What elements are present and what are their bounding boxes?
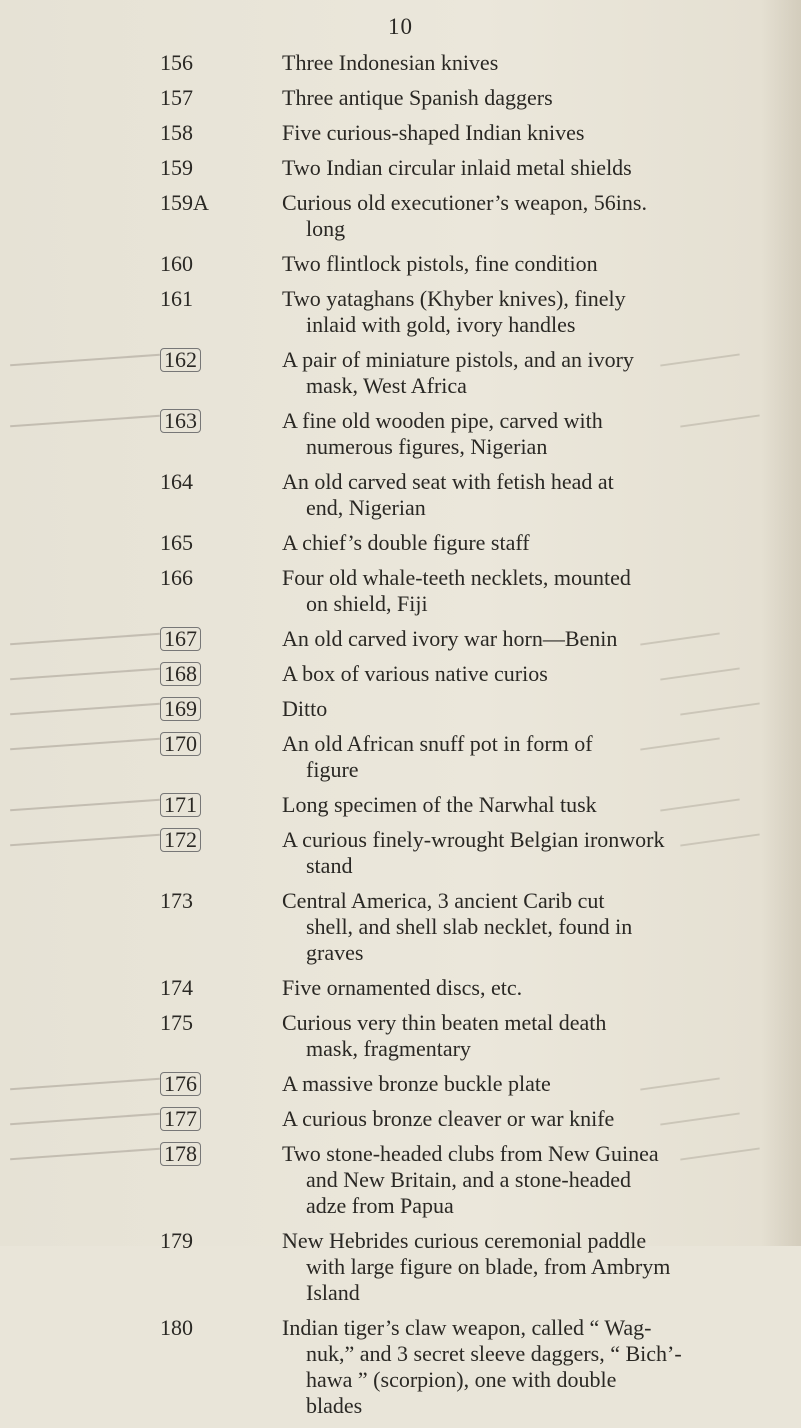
lot-number-text: 164 [160,469,193,494]
lot-description [282,286,752,338]
lot-number-text: 171 [160,793,201,817]
description-line: nuk,” and 3 secret sleeve daggers, “ Bich’- [306,1341,682,1366]
description-line: Indian tiger’s claw weapon, called “ Wag- [282,1315,652,1340]
description-line: Ditto [282,696,328,721]
lot-description [282,731,752,783]
lot-entry [0,731,801,792]
lot-number [160,347,230,373]
description-line: Curious very thin beaten metal death [282,1010,607,1035]
lot-entry [0,530,801,565]
lot-entry [0,1071,801,1106]
pencil-mark [10,668,160,680]
description-line: shell, and shell slab necklet, found in [306,914,633,939]
lot-entry [0,626,801,661]
lot-description [282,347,752,399]
lot-description [282,190,752,242]
lot-number-text: 167 [160,627,201,651]
lot-entry [0,190,801,251]
lot-number-text: 168 [160,662,201,686]
lot-number-text: 161 [160,286,193,311]
description-line: Three antique Spanish daggers [282,85,553,110]
lot-list [0,50,801,1428]
lot-entry [0,120,801,155]
lot-description [282,85,752,111]
lot-number [160,469,230,495]
lot-description [282,1010,752,1062]
pencil-mark [10,799,160,811]
lot-description [282,888,752,966]
lot-description [282,1141,752,1219]
lot-entry [0,469,801,530]
lot-number [160,1228,230,1254]
description-line: with large figure on blade, from Ambrym [306,1254,671,1279]
lot-entry [0,827,801,888]
lot-number-text: 158 [160,120,193,145]
lot-entry [0,1106,801,1141]
lot-description [282,1315,752,1419]
lot-number-text: 166 [160,565,193,590]
description-line: end, Nigerian [306,495,426,520]
description-line: mask, fragmentary [306,1036,471,1061]
lot-entry [0,347,801,408]
lot-entry [0,1010,801,1071]
lot-number [160,888,230,914]
lot-number [160,190,230,216]
lot-description [282,530,752,556]
lot-description [282,827,752,879]
lot-number [160,975,230,1001]
lot-number-text: 156 [160,50,193,75]
lot-description [282,1228,752,1306]
lot-description [282,661,752,687]
description-line: blades [306,1393,363,1418]
description-line: adze from Papua [306,1193,454,1218]
pencil-mark [10,738,160,750]
pencil-mark [10,1148,160,1160]
lot-number [160,1141,230,1167]
lot-description [282,1106,752,1132]
pencil-mark [10,415,160,427]
description-line: Four old whale-teeth necklets, mounted [282,565,631,590]
lot-number-text: 175 [160,1010,193,1035]
lot-number [160,731,230,757]
lot-number [160,155,230,181]
lot-number [160,1010,230,1036]
description-line: Three Indonesian knives [282,50,499,75]
lot-number-text: 174 [160,975,193,1000]
description-line: hawa ” (scorpion), one with double [306,1367,617,1392]
lot-number [160,1071,230,1097]
lot-number [160,530,230,556]
description-line: A chief’s double figure staff [282,530,530,555]
description-line: figure [306,757,359,782]
lot-number-text: 178 [160,1142,201,1166]
lot-number [160,696,230,722]
lot-description [282,626,752,652]
lot-number [160,626,230,652]
description-line: Long specimen of the Narwhal tusk [282,792,597,817]
lot-description [282,1071,752,1097]
pencil-mark [10,834,160,846]
description-line: A box of various native curios [282,661,548,686]
lot-entry [0,792,801,827]
lot-description [282,469,752,521]
lot-entry [0,286,801,347]
description-line: A fine old wooden pipe, carved with [282,408,603,433]
description-line: Curious old executioner’s weapon, 56ins. [282,190,647,215]
lot-number-text: 172 [160,828,201,852]
lot-entry [0,50,801,85]
lot-entry [0,661,801,696]
lot-description [282,975,752,1001]
lot-number-text: 159A [160,190,209,215]
lot-number [160,408,230,434]
lot-number [160,827,230,853]
lot-description [282,696,752,722]
lot-number [160,792,230,818]
description-line: numerous figures, Nigerian [306,434,548,459]
lot-entry [0,1228,801,1315]
lot-number [160,120,230,146]
lot-number-text: 162 [160,348,201,372]
description-line: An old carved ivory war horn—Benin [282,626,618,651]
lot-number [160,1315,230,1341]
page-number: 10 [388,14,413,39]
description-line: Two yataghans (Khyber knives), finely [282,286,626,311]
description-line: graves [306,940,364,965]
description-line: A massive bronze buckle plate [282,1071,551,1096]
lot-number [160,251,230,277]
lot-entry [0,408,801,469]
description-line: New Hebrides curious ceremonial paddle [282,1228,647,1253]
description-line: Two flintlock pistols, fine condition [282,251,598,276]
lot-number-text: 169 [160,697,201,721]
lot-number [160,85,230,111]
description-line: An old African snuff pot in form of [282,731,593,756]
description-line: Two stone-headed clubs from New Guinea [282,1141,659,1166]
lot-number-text: 173 [160,888,193,913]
lot-number [160,1106,230,1132]
lot-number [160,286,230,312]
lot-number-text: 159 [160,155,193,180]
lot-number [160,661,230,687]
description-line: mask, West Africa [306,373,467,398]
lot-description [282,792,752,818]
description-line: A curious finely-wrought Belgian ironwork [282,827,665,852]
pencil-mark [10,633,160,645]
description-line: Two Indian circular inlaid metal shields [282,155,632,180]
lot-number-text: 157 [160,85,193,110]
lot-number-text: 177 [160,1107,201,1131]
description-line: on shield, Fiji [306,591,428,616]
lot-entry [0,975,801,1010]
description-line: Five ornamented discs, etc. [282,975,523,1000]
lot-number [160,565,230,591]
lot-entry [0,155,801,190]
lot-description [282,408,752,460]
lot-number-text: 179 [160,1228,193,1253]
lot-description [282,251,752,277]
lot-entry [0,1141,801,1228]
pencil-mark [10,1113,160,1125]
description-line: and New Britain, and a stone-headed [306,1167,631,1192]
lot-description [282,565,752,617]
description-line: A pair of miniature pistols, and an ivory [282,347,634,372]
description-line: stand [306,853,353,878]
lot-number-text: 180 [160,1315,193,1340]
description-line: Island [306,1280,360,1305]
lot-entry [0,251,801,286]
pencil-mark [10,354,160,366]
lot-number [160,50,230,76]
description-line: inlaid with gold, ivory handles [306,312,576,337]
description-line: long [306,216,346,241]
description-line: A curious bronze cleaver or war knife [282,1106,615,1131]
lot-description [282,120,752,146]
pencil-mark [10,1078,160,1090]
lot-number-text: 163 [160,409,201,433]
description-line: Central America, 3 ancient Carib cut [282,888,605,913]
lot-number-text: 176 [160,1072,201,1096]
lot-entry [0,1315,801,1428]
lot-entry [0,696,801,731]
lot-number-text: 165 [160,530,193,555]
lot-description [282,155,752,181]
lot-entry [0,85,801,120]
lot-description [282,50,752,76]
lot-number-text: 170 [160,732,201,756]
lot-number-text: 160 [160,251,193,276]
pencil-mark [10,703,160,715]
description-line: Five curious-shaped Indian knives [282,120,585,145]
lot-entry [0,565,801,626]
lot-entry [0,888,801,975]
description-line: An old carved seat with fetish head at [282,469,614,494]
